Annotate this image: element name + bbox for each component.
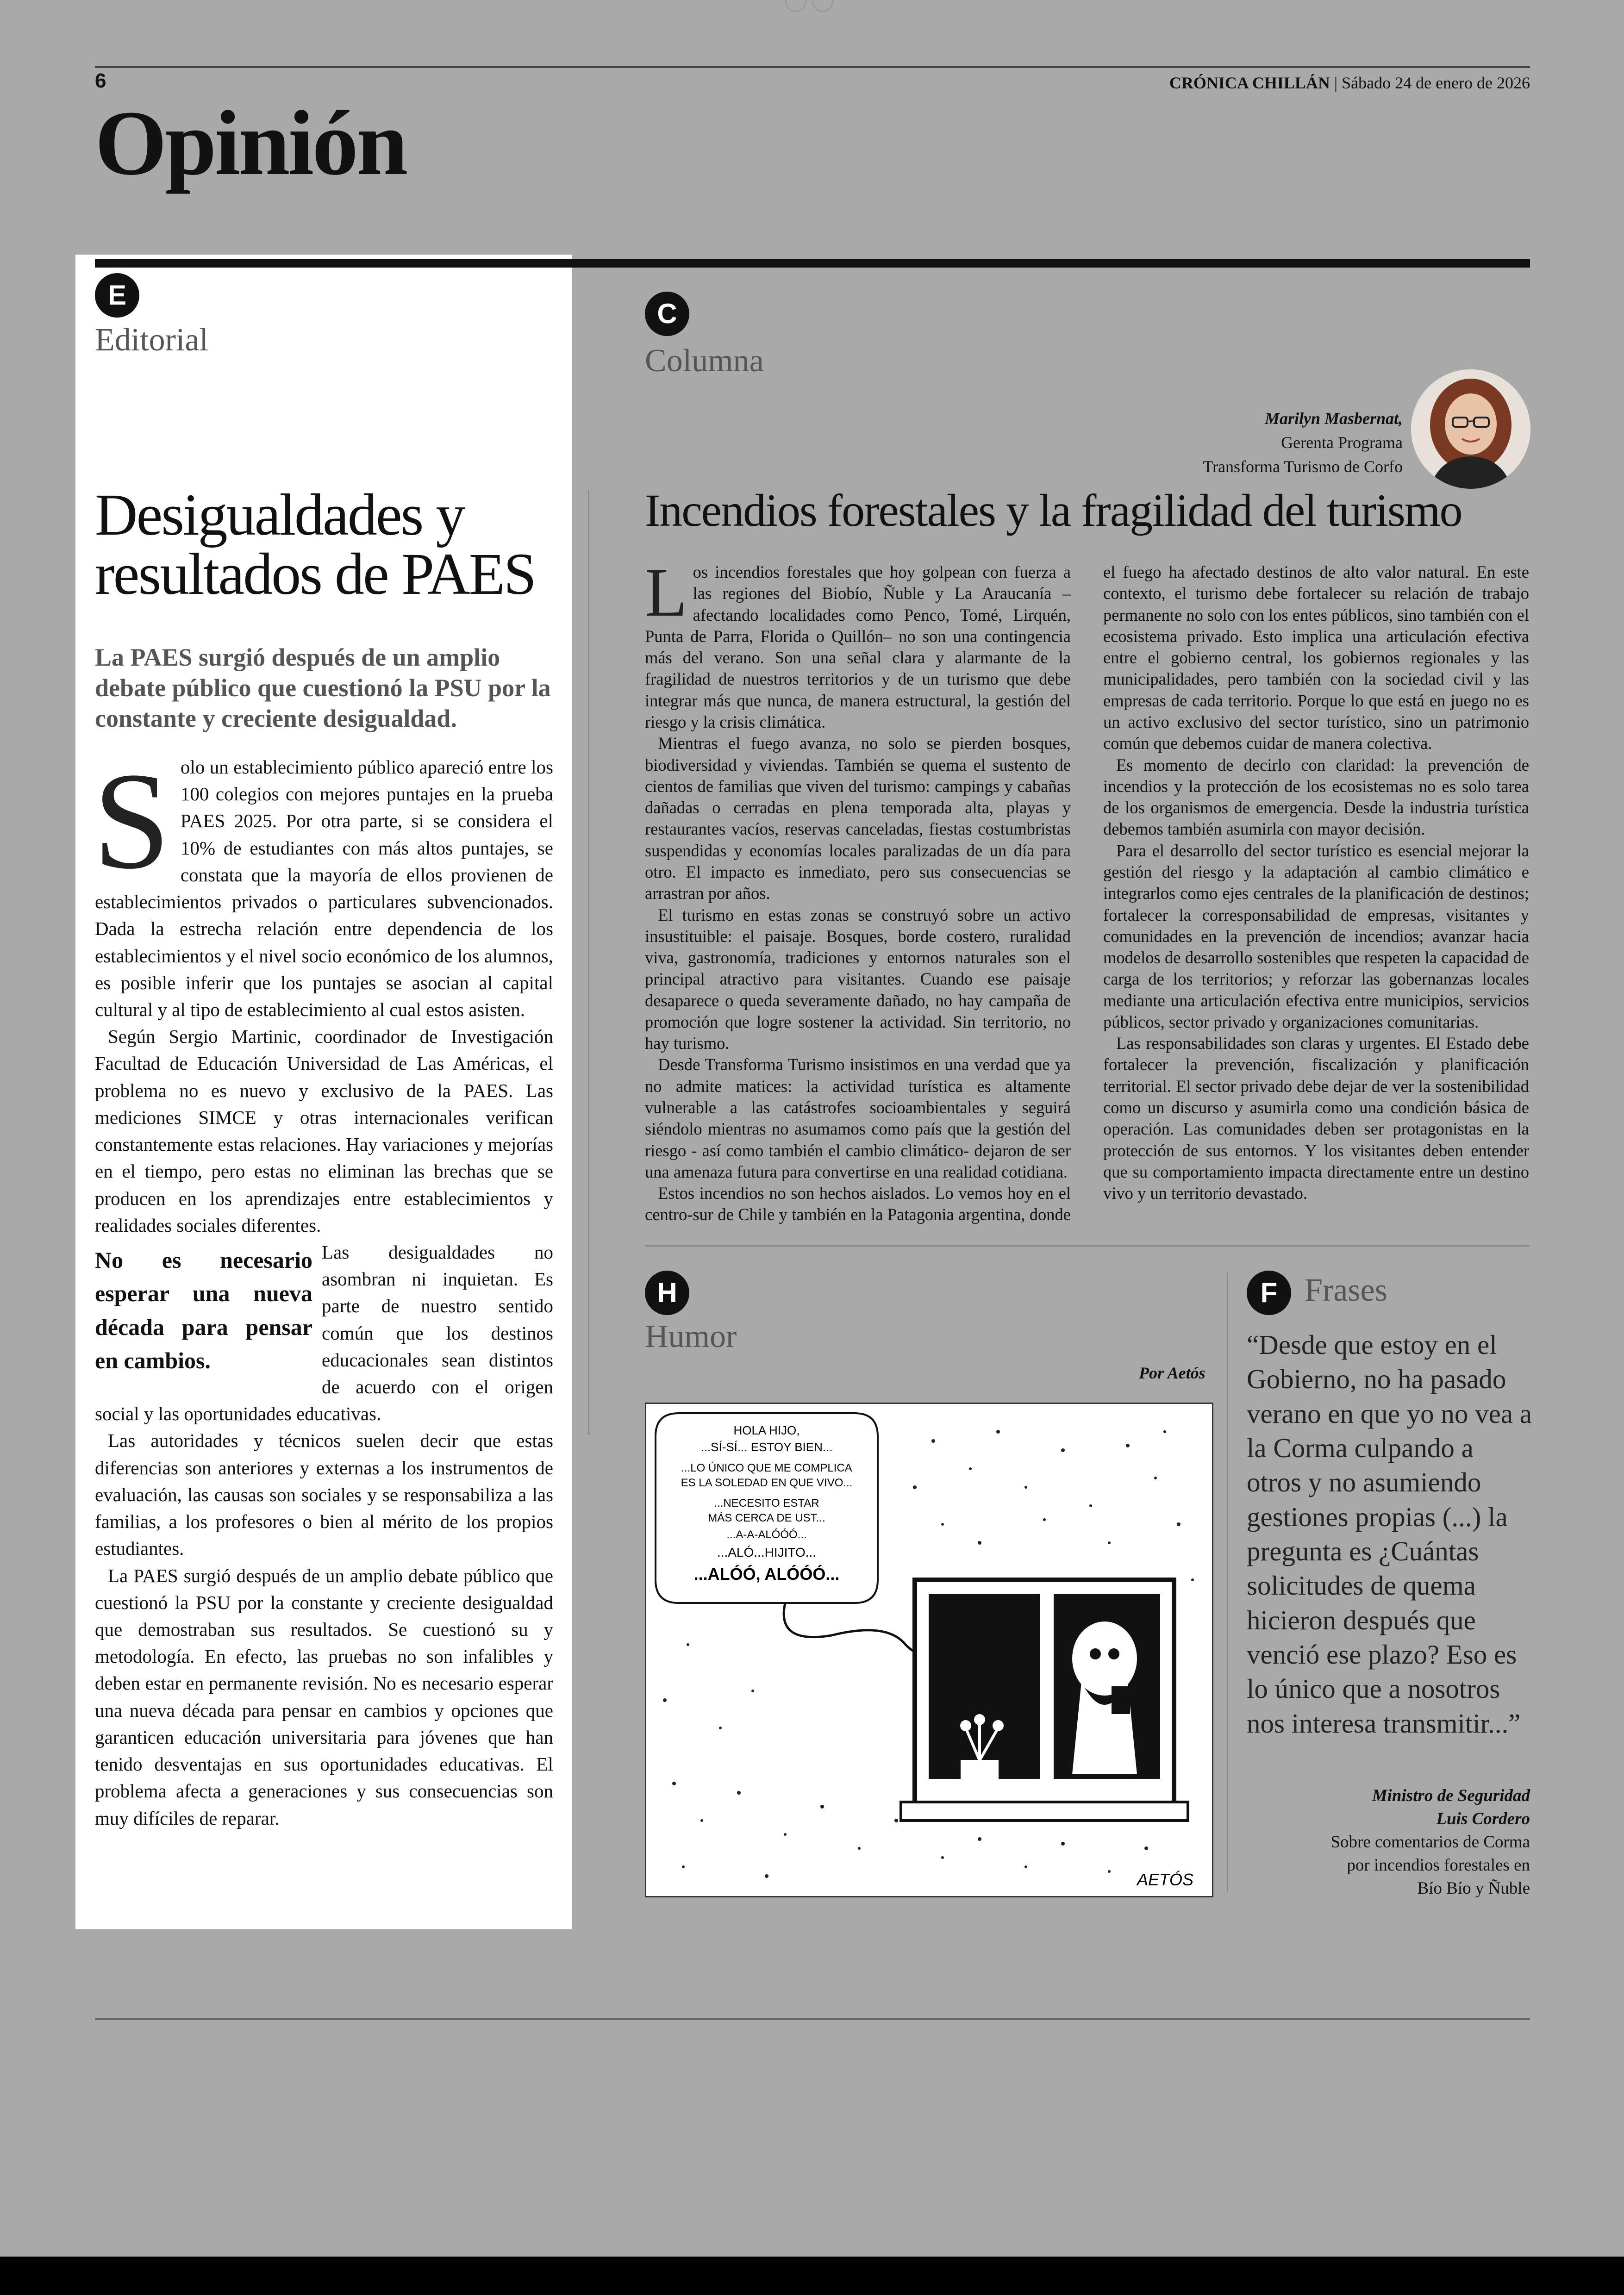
column-badge: C: [645, 292, 689, 336]
bottom-rule: [95, 2018, 1530, 2020]
column-author: [1203, 406, 1403, 479]
source-name: Luis Cordero: [1436, 1809, 1530, 1828]
frases-kicker: Frases: [1305, 1272, 1387, 1308]
source-context: por incendios forestales en: [1347, 1855, 1530, 1875]
column-divider: [588, 491, 589, 1435]
author-avatar: [1411, 369, 1530, 489]
author-org: Transforma Turismo de Corfo: [1203, 457, 1403, 476]
source-context: Sobre comentarios de Corma: [1330, 1832, 1530, 1852]
frases-divider: [1227, 1272, 1228, 1892]
frase-quote: “Desde que estoy en el Gobierno, no ha pasado verano en que yo no vea a la Corma culpando a otros y no asumiendo gestiones propias (...) la pregunta es ¿Cuántas solicitudes de quema hicieron después que venció ese plazo? Eso es lo único que a nosotros nos interesa transmitir...”: [1247, 1329, 1532, 1739]
editorial-body: [93, 744, 553, 1832]
bubble-line: MÁS CERCA DE UST...: [708, 1512, 825, 1524]
humor-kicker: Humor: [645, 1319, 737, 1354]
page-number: 6: [95, 69, 106, 92]
editorial-paragraph: Las autoridades y técnicos suelen decir que estas diferencias son anteriores y externas a los instrumentos de evaluación, las causas son sociales y se responsabiliza a las familias, a los profesores o bien al mérito de los propios estudiantes.: [95, 1430, 553, 1559]
humor-badge: H: [645, 1271, 689, 1315]
column-paragraph: Desde Transforma Turismo insistimos en una verdad que ya no admite matices: la actividad turística es altamente vulnerable a las catástrofes socioambientales y seguirá siéndolo mientras no asumamos como país que la gestión del riesgo - así como también el cambio climático- dejaron de ser una amenaza futura para convertirse en una realidad cotidiana.: [645, 1055, 1071, 1181]
bubble-line: ...ALÓ...HIJITO...: [717, 1545, 817, 1559]
column-bottom-rule: [645, 1245, 1529, 1247]
editorial-pullquote: No es necesario esperar una nueva década para pensar en cambios.: [95, 1247, 312, 1374]
editorial-badge: E: [95, 273, 139, 318]
bubble-line: ...SÍ-SÍ... ESTOY BIEN...: [700, 1440, 833, 1454]
section-rule: [95, 259, 1530, 268]
column-paragraph: Es momento de decirlo con claridad: la prevención de incendios y la protección de los ecosistemas no es solo tarea de los organismos de emergencia. Desde la industria turística debemos también asumirla con mayor decisión.: [1103, 755, 1529, 839]
column-paragraph: os incendios forestales que hoy golpean con fuerza a las regiones del Biobío, Ñuble y La Araucanía –afectando localidades como Penco, Tomé, Lirquén, Punta de Parra, Florida o Quillón– no son una contingencia más del verano. Son una señal clara y alarmante de la fragilidad de nuestros territorios y de un turismo que debe integrar más que nunca, de manera estructural, la gestión del riesgo y la crisis climática.: [645, 562, 1071, 731]
editorial-headline: Desigualdades y resultados de PAES: [95, 482, 536, 607]
author-role: Gerenta Programa: [1281, 433, 1403, 452]
column-paragraph: Las responsabilidades son claras y urgentes. El Estado debe fortalecer la prevención, fiscalización y planificación territorial. El sector privado debe dejar de ver la sostenibilidad como un discurso y asumirla como una condición básica de operación. Las comunidades deben ser protagonistas en la protección de sus entornos. Y los visitantes deben entender que su comportamiento impacta directamente entre un destino vivo y un territorio devastado.: [1103, 1034, 1529, 1203]
prev-page-icon[interactable]: [785, 0, 806, 12]
author-name: Marilyn Masbernat,: [1264, 409, 1403, 428]
column-body: [645, 554, 1529, 1226]
editorial-paragraph: Según Sergio Martinic, coordinador de Investigación Facultad de Educación Universidad de Las Américas, el problema no es nuevo y exclusivo de la PAES. Las mediciones SIMCE y otras internacionales verifican constantemente estas relaciones. Hay variaciones y mejorías en el tiempo, pero estas no eliminan las brechas que se producen en los aprendizajes entre establecimientos y realidades sociales diferentes.: [95, 1026, 553, 1236]
masthead: CRÓNICA CHILLÁN | Sábado 24 de enero de 2026: [1169, 74, 1530, 92]
frases-badge: F: [1247, 1271, 1291, 1315]
cartoon-byline: Por Aetós: [1139, 1364, 1206, 1382]
cartoon-illustration: [645, 1403, 1213, 1897]
column-paragraph: Para el desarrollo del sector turístico es esencial mejorar la gestión del riesgo y la adaptación al cambio climático e integrarlos como ejes centrales de la planificación de destinos; fortalecer la corresponsabilidad de empresas, visitantes y comunidades en la prevención de incendios; avanzar hacia modelos de desarrollo sostenibles que respeten la capacidad de carga de los territorios; y reforzar las gobernanzas locales mediante una articulación efectiva entre municipios, servicios públicos, sector privado y organizaciones comunitarias.: [1103, 841, 1529, 1031]
editorial-lead: La PAES surgió después de un amplio debate público que cuestionó la PSU por la constante y creciente desigualdad.: [95, 643, 551, 732]
editorial-paragraph: olo un establecimiento público apareció entre los 100 colegios con mejores puntajes en la prueba PAES 2025. Por otra parte, si se considera el 10% de estudiantes con más altos puntajes, se constata que la mayoría de ellos provienen de establecimientos privados o particulares subvencionados. Dada la estrecha relación entre dependencia de los establecimientos y el nivel socio económico de los alumnos, es posible inferir que los puntajes se asocian al capital cultural y al tipo de establecimiento al cual estos asisten.: [95, 756, 553, 1020]
cartoon-signature: AETÓS: [1137, 1870, 1194, 1889]
bubble-line: ...NECESITO ESTAR: [714, 1497, 819, 1509]
editorial-dropcap: S: [93, 744, 170, 898]
next-page-icon[interactable]: [812, 0, 833, 12]
bubble-line: HOLA HIJO,: [733, 1423, 800, 1437]
column-dropcap: L: [645, 554, 687, 631]
top-rule: [95, 66, 1530, 68]
issue-date: Sábado 24 de enero de 2026: [1342, 74, 1530, 92]
column-headline: Incendios forestales y la fragilidad del turismo: [645, 485, 1462, 536]
bubble-line: ...LO ÚNICO QUE ME COMPLICA: [681, 1462, 852, 1474]
newspaper-name: CRÓNICA CHILLÁN: [1169, 74, 1330, 92]
column-paragraph: El turismo en estas zonas se construyó sobre un activo insustituible: el paisaje. Bosques, borde costero, ruralidad viva, gastronomía, tradiciones y entornos naturales son el principal atractivo para visitantes. Cuando ese paisaje desaparece o queda severamente dañado, no hay campaña de promoción que logre sostener la actividad. Sin territorio, no hay turismo.: [645, 905, 1071, 1053]
column-kicker: Columna: [645, 343, 764, 379]
column-paragraph: Estos incendios no son hechos aislados. Lo vemos hoy en el centro-sur de Chile y también en la Patagonia argentina, donde el fuego ha afectado destinos de alto valor natural. En este contexto, el turismo debe fortalecer su relación de trabajo permanente no solo con los entes públicos, sino también con el ecosistema privado. Esto implica una articulación efectiva entre el gobierno central, los gobiernos regionales y las municipalidades, pero también con la sociedad civil y las empresas de cada territorio. Porque lo que está en juego no es un activo exclusivo del sector turístico, sino un patrimonio común que debemos cuidar de manera colectiva.: [645, 562, 1529, 1224]
frase-source: [1330, 1784, 1530, 1900]
column-paragraph: Mientras el fuego avanza, no solo se pierden bosques, biodiversidad y viviendas. También se quema el sustento de cientos de familias que viven del turismo: campings y cabañas dañadas o cerradas en plena temporada alta, playas y restaurantes vacíos, reservas canceladas, fiestas costumbristas suspendidas y economías locales paralizadas de un día para otro. El impacto es inmediato, pero sus consecuencias se arrastran por años.: [645, 734, 1071, 903]
editorial-paragraph: La PAES surgió después de un amplio debate público que cuestionó la PSU por la constante y creciente desigualdad que demostraban sus resultados. Se cuestionó su y metodología. En efecto, las pruebas no son infalibles y deben estar en permanente revisión. No es necesario esperar una nueva década para pensar en cambios y opciones que garanticen educación universitaria para jóvenes que han tenido desventajas en sus oportunidades educativas. El problema afecta a generaciones y sus consecuencias son muy difíciles de reparar.: [95, 1565, 553, 1829]
bubble-line: ...A-A-ALÓÓÓ...: [726, 1528, 807, 1541]
bubble-line: ES LA SOLEDAD EN QUE VIVO...: [681, 1477, 853, 1489]
editorial-paragraph: Las desigualdades no asombran ni inquietan. Es parte de nuestro sentido común que los destinos educacionales sean distintos de acuerdo con el origen social y las oportunidades educativas.: [95, 1241, 553, 1425]
bubble-line: ...ALÓÓ, ALÓÓÓ...: [693, 1565, 840, 1584]
source-role: Ministro de Seguridad: [1372, 1786, 1530, 1805]
source-context: Bío Bío y Ñuble: [1417, 1878, 1530, 1898]
viewer-bottom-bar: [0, 2257, 1624, 2295]
editorial-kicker: Editorial: [95, 322, 208, 358]
pdf-viewer-nav[interactable]: [782, 0, 838, 14]
section-title: Opinión: [95, 92, 406, 194]
